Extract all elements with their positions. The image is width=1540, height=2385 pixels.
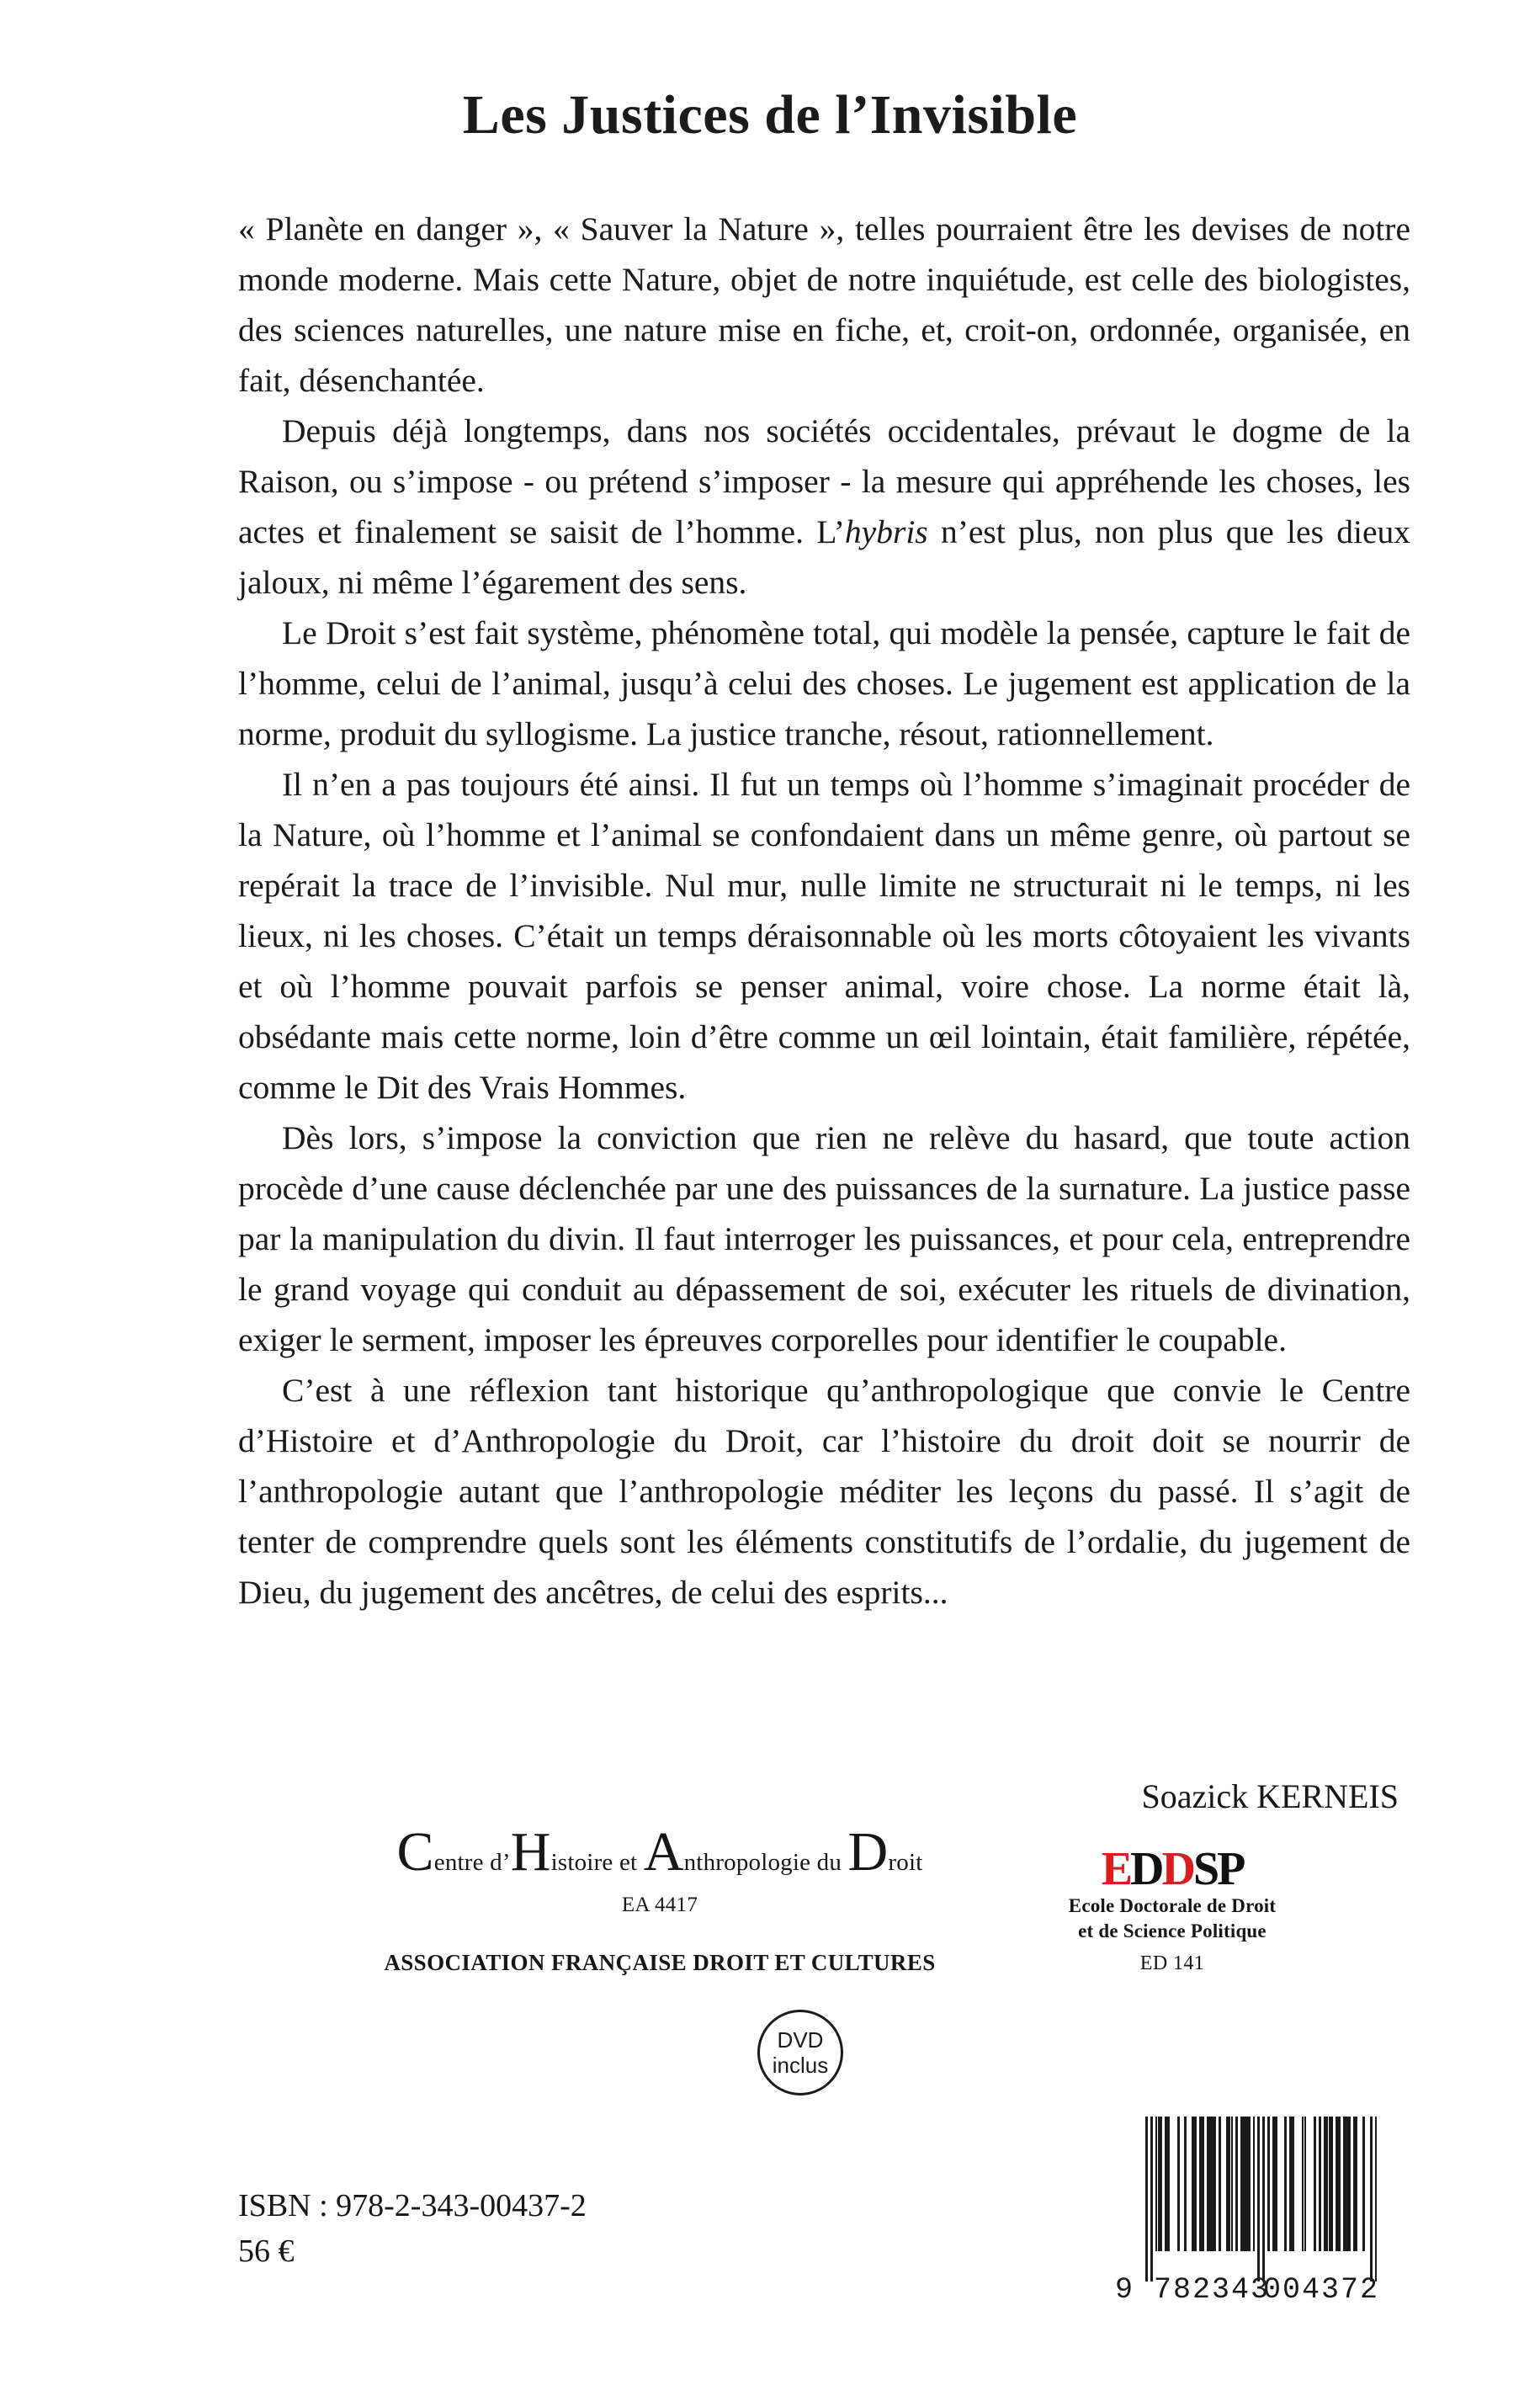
author-name: Soazick KERNEIS: [1141, 1777, 1399, 1815]
hybris-rest: n’est plus, non plus que les dieux jaloux, ni même l’égarement des sens.: [238, 513, 1410, 601]
ean13-barcode: [1113, 2117, 1391, 2310]
barcode-digits-left-group: 782343: [1154, 2273, 1271, 2307]
chad-word-entre: entre d’: [433, 1849, 511, 1876]
eddsp-subtitle-line-2: et de Science Politique: [1078, 1920, 1267, 1941]
barcode-digit-leading: 9: [1115, 2273, 1135, 2307]
blurb-paragraph-6: C’est à une réflexion tant historique qu’anthropologique que convie le Centre d’Histoire et d’Anthropologie du Droit, car l’histoire du droit doit se nourrir de l’anthropologie autant que l’anthropologie méditer les leçons du passé. Il s’agit de tenter de comprendre quels sont les éléments constitutifs de l’ordalie, du jugement de Dieu, du jugement des ancêtres, de celui des esprits...: [238, 1372, 1410, 1611]
hybris-italic-term: hybris: [844, 513, 928, 550]
blurb-paragraph-4: Il n’en a pas toujours été ainsi. Il fut un temps où l’homme s’imaginait procéder de la Nature, où l’homme et l’animal se confondaient dans un même genre, où partout se repérait la trace de l’invisible. Nul mur, nulle limite ne structurait ni le temps, ni les lieux, ni les choses. C’était un temps déraisonnable où les morts côtoyaient les vivants et où l’homme pouvait parfois se penser animal, voire chose. La norme était là, obsédante mais cette norme, loin d’être comme un œil lointain, était familière, répétée, comme le Dit des Vrais Hommes.: [238, 766, 1410, 1106]
isbn-price-block: [238, 2183, 587, 2274]
association-line: ASSOCIATION FRANÇAISE DROIT ET CULTURES: [384, 1950, 936, 1975]
chad-cap-h: H: [510, 1821, 551, 1883]
chad-cap-c: C: [396, 1821, 434, 1883]
chad-cap-a: A: [643, 1821, 684, 1883]
chad-unit-code: EA 4417: [621, 1894, 698, 1916]
price-text: 56 €: [238, 2234, 295, 2269]
chad-logo-wordmark: [340, 1821, 980, 1888]
chad-word-roit: roit: [888, 1849, 923, 1876]
dvd-included-badge: [757, 2010, 843, 2096]
blurb-paragraph-2: [238, 406, 1410, 608]
chad-word-nthropologie: nthropologie du: [683, 1849, 848, 1876]
eddsp-letter-d1: D: [1130, 1843, 1162, 1895]
eddsp-logo: [1046, 1845, 1298, 1975]
isbn-text: ISBN : 978-2-343-00437-2: [238, 2188, 587, 2223]
eddsp-letter-d2: D: [1161, 1843, 1193, 1895]
eddsp-letters-sp: SP: [1192, 1843, 1244, 1895]
page-title: Les Justices de l’Invisible: [462, 84, 1078, 146]
barcode-digits: [1113, 2273, 1391, 2307]
blurb-paragraph-5: Dès lors, s’impose la conviction que rien ne relève du hasard, que toute action procède d’une cause déclenchée par une des puissances de la surnature. La justice passe par la manipulation du divin. Il faut interroger les puissances, et pour cela, entreprendre le grand voyage qui conduit au dépassement de soi, exécuter les rituels de divination, exiger le serment, imposer les épreuves corporelles pour identifier le coupable.: [238, 1119, 1410, 1358]
blurb-paragraph-1: « Planète en danger », « Sauver la Nature », telles pourraient être les devises de notre monde moderne. Mais cette Nature, objet de notre inquiétude, est celle des biologistes, des sciences naturelles, une nature mise en fiche, et, croit-on, ordonnée, organisée, en fait, désenchantée.: [238, 210, 1410, 399]
eddsp-acronym: [1046, 1845, 1298, 1894]
back-cover-blurb: [238, 204, 1410, 1617]
blurb-paragraph-2-text: Depuis déjà longtemps, dans nos sociétés occidentales, prévaut le dogme de la Raison, ou s’impose - ou prétend s’imposer - la mesure qui appréhende les choses, les actes et finalement se saisit de l’homme.: [238, 412, 1410, 550]
barcode-digits-right-group: 004372: [1263, 2273, 1380, 2307]
dvd-badge-line-1: DVD: [777, 2027, 824, 2053]
eddsp-letter-e: E: [1101, 1843, 1131, 1895]
blurb-paragraph-3: Le Droit s’est fait système, phénomène total, qui modèle la pensée, capture le fait de l’homme, celui de l’animal, jusqu’à celui des choses. Le jugement est application de la norme, produit du syllogisme. La justice tranche, résout, rationnellement.: [238, 614, 1410, 752]
chad-cap-d: D: [847, 1821, 889, 1883]
dvd-badge-line-2: inclus: [772, 2053, 829, 2078]
eddsp-unit-code: ED 141: [1139, 1952, 1205, 1974]
hybris-prefix: L’: [816, 513, 845, 550]
chad-logo: [340, 1821, 980, 1917]
chad-word-istoire: istoire et: [550, 1849, 644, 1876]
eddsp-subtitle-line-1: Ecole Doctorale de Droit: [1068, 1895, 1277, 1916]
